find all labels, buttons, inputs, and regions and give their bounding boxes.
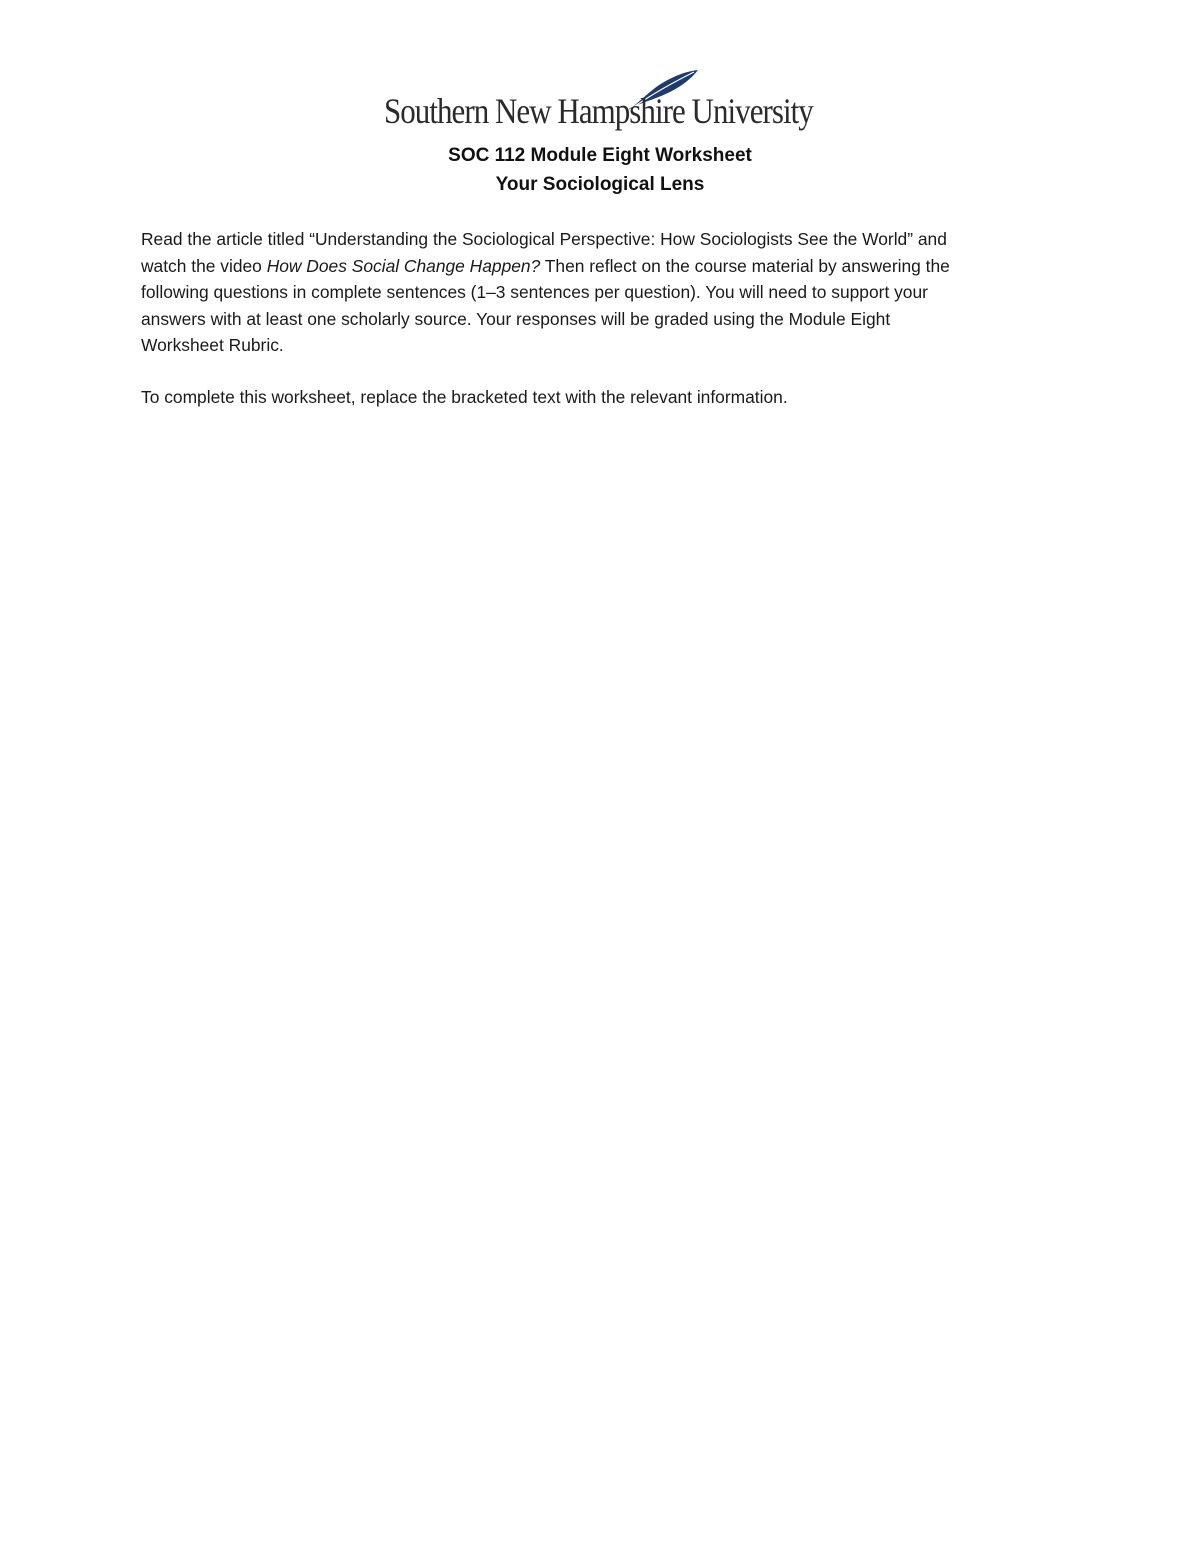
instruction-paragraph [141,384,1071,411]
worksheet-subtitle: Your Sociological Lens [495,174,705,195]
university-logo [384,68,816,138]
intro-line: Read the article titled “Understanding the Sociological Perspective: How Sociologists See the World” and [141,229,947,249]
intro-line [141,253,1071,280]
intro-text: watch the video [141,255,267,276]
video-title: How Does Social Change Happen? [266,255,541,276]
intro-line: following questions in complete sentences (1–3 sentences per question). You will need to support your [141,282,928,302]
intro-text: Then reflect on the course material by answering the [540,255,950,276]
logo-wordmark: Southern New Hampshire University [384,91,813,131]
intro-line: Worksheet Rubric. [141,335,284,355]
instruction-text: To complete this worksheet, replace the bracketed text with the relevant information. [141,387,788,407]
worksheet-title: SOC 112 Module Eight Worksheet [448,145,752,166]
intro-paragraph [141,226,1071,359]
intro-line: answers with at least one scholarly source. Your responses will be graded using the Module Eight [141,308,891,329]
